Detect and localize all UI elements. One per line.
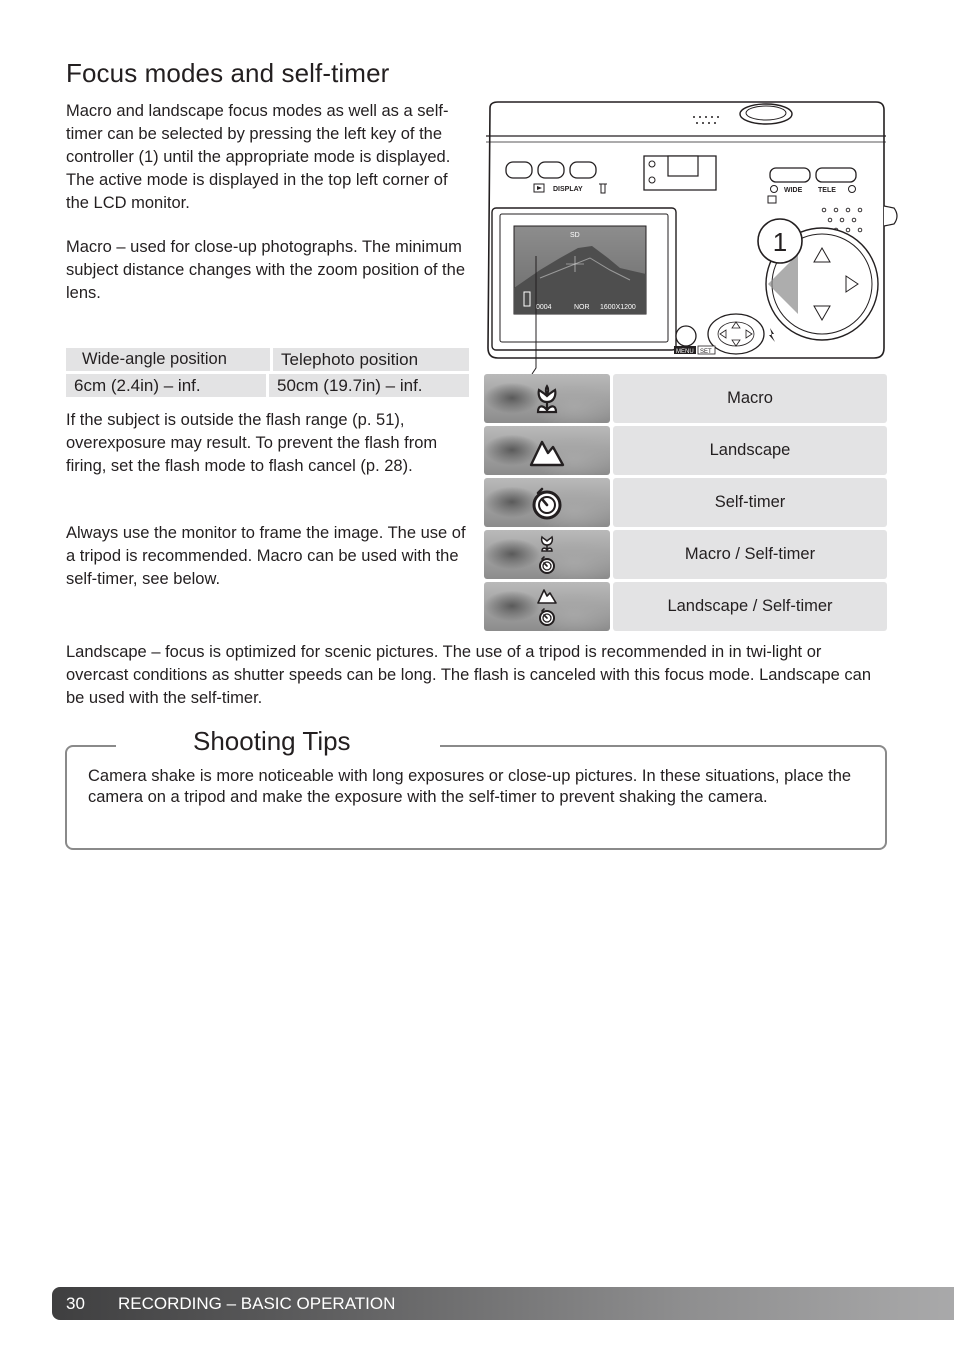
lcd-frame-count: 0004 [536, 304, 552, 311]
tele-label: TELE [818, 187, 836, 194]
mode-label: Macro / Self-timer [613, 530, 887, 579]
distance-table [66, 348, 469, 400]
menu-label: MENU [676, 349, 694, 355]
mode-thumbnail [484, 374, 610, 423]
mode-label: Self-timer [613, 478, 887, 527]
macro-self-timer-icon [537, 533, 557, 577]
mode-thumbnail [484, 582, 610, 631]
self-timer-icon [529, 485, 565, 521]
camera-illustration [480, 98, 904, 374]
page-title: Focus modes and self-timer [66, 58, 390, 88]
macro-icon [530, 382, 564, 416]
monitor-paragraph: Always use the monitor to frame the image. The use of a tripod is recommended. Macro can be used with the self-timer, see below. [66, 524, 466, 588]
shooting-tips-title: Shooting Tips [193, 726, 351, 756]
shooting-tips-text: Camera shake is more noticeable with long exposures or close-up pictures. In these situations, place the camera on a tripod and make the exposure with the self-timer to prevent shaking the camera. [88, 767, 852, 806]
table-cell: 6cm (2.4in) – inf. [66, 374, 266, 397]
landscape-icon [529, 434, 565, 468]
mode-thumbnail [484, 426, 610, 475]
mode-thumbnail [484, 478, 610, 527]
table-header-cell: Wide-angle position [66, 348, 270, 371]
table-header-row [66, 348, 469, 371]
list-item [484, 374, 887, 423]
flash-paragraph: If the subject is outside the flash range (p. 51), overexposure may result. To prevent the flash from firing, set the flash mode to flash cancel (p. 28). [66, 411, 438, 475]
list-item [484, 426, 887, 475]
table-header-cell: Telephoto position [273, 348, 469, 371]
macro-paragraph: Macro – used for close-up photographs. The minimum subject distance changes with the zoom position of the lens. [66, 238, 465, 302]
table-row [66, 374, 469, 397]
mode-label: Macro [613, 374, 887, 423]
lcd-sd-label: SD [570, 232, 580, 239]
callout-number: 1 [772, 227, 788, 257]
list-item [484, 478, 887, 527]
mode-label: Landscape [613, 426, 887, 475]
table-cell: 50cm (19.7in) – inf. [269, 374, 469, 397]
page-number: 30 [66, 1294, 85, 1313]
lcd-quality: NOR [574, 304, 590, 311]
intro-paragraph: Macro and landscape focus modes as well as a self-timer can be selected by pressing the left key of the controller (1) until the appropriate mode is displayed. The active mode is displayed in the top left corner of the LCD monitor. [66, 102, 451, 212]
list-item [484, 582, 887, 631]
landscape-self-timer-icon [536, 585, 558, 629]
list-item [484, 530, 887, 579]
section-title: RECORDING – BASIC OPERATION [118, 1294, 396, 1313]
mode-label: Landscape / Self-timer [613, 582, 887, 631]
landscape-paragraph: Landscape – focus is optimized for scenic pictures. The use of a tripod is recommended in in twi-light or overcast conditions as shutter speeds can be long. The flash is canceled with this focus mode. Landscape can be used with the self-timer. [66, 643, 872, 707]
focus-mode-list [484, 374, 887, 634]
page-footer [52, 1287, 954, 1320]
display-label: DISPLAY [553, 186, 583, 193]
wide-label: WIDE [784, 187, 803, 194]
mode-thumbnail [484, 530, 610, 579]
lcd-image-size: 1600X1200 [600, 304, 636, 311]
set-label: SET [700, 349, 712, 355]
